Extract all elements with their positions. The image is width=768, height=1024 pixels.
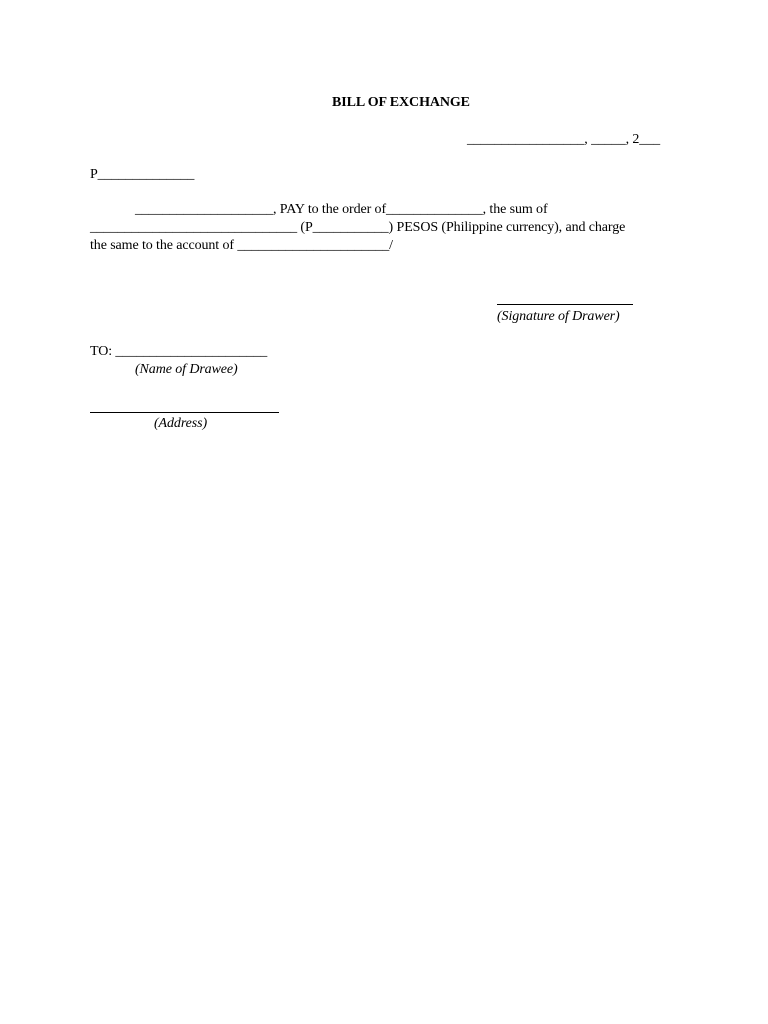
drawee-to-line: TO: ______________________ (90, 344, 268, 359)
address-line (90, 412, 279, 413)
drawer-signature-line (497, 304, 633, 305)
date-line: _________________, _____, 2___ (467, 132, 661, 147)
body-line-2: ______________________________ (P___________) PESOS (Philippine currency), and charge (90, 220, 626, 235)
address-caption: (Address) (154, 416, 208, 431)
drawer-signature-caption: (Signature of Drawer) (497, 309, 620, 324)
document-title: BILL OF EXCHANGE (332, 95, 470, 110)
amount-line: P______________ (90, 167, 195, 182)
drawee-name-caption: (Name of Drawee) (135, 362, 238, 377)
body-line-1: ____________________, PAY to the order of______________, the sum of (135, 202, 548, 217)
body-line-3: the same to the account of ______________________/ (90, 238, 393, 253)
